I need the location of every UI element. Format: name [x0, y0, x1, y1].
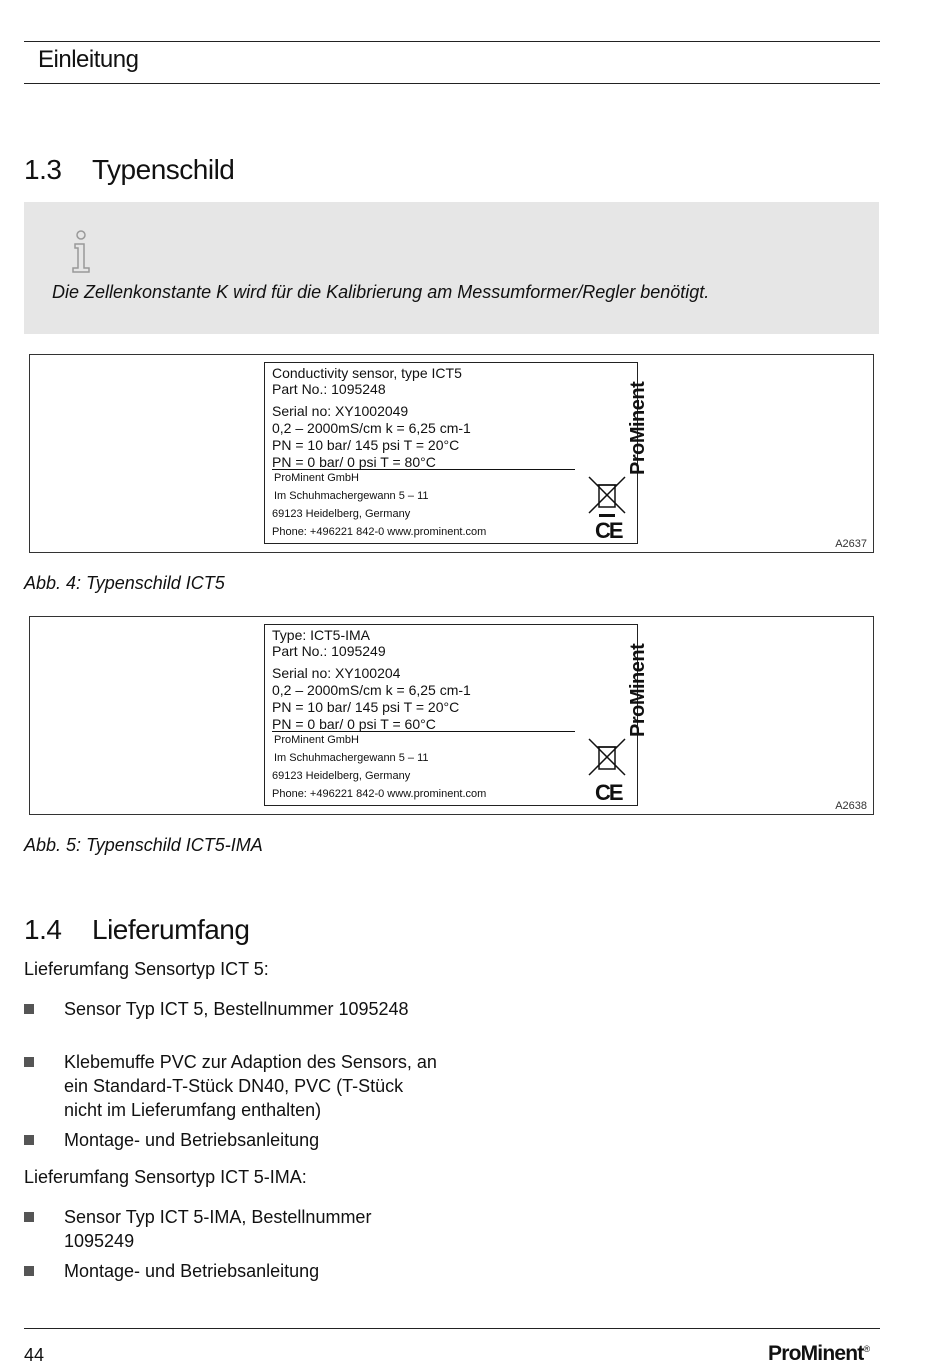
plate-line: PN = 10 bar/ 145 psi T = 20°C	[272, 437, 460, 453]
plate-city: 69123 Heidelberg, Germany	[272, 508, 411, 520]
plate-address: Im Schuhmachergewann 5 – 11	[274, 752, 429, 764]
list-item-text: Klebemuffe PVC zur Adaption des Sensors, an ein Standard-T-Stück DN40, PVC (T-Stück nicht im Lieferumfang enthalten)	[64, 1052, 437, 1120]
info-icon	[68, 230, 94, 274]
list-item-text: Sensor Typ ICT 5-IMA, Bestellnummer 1095249	[64, 1207, 372, 1251]
registered-mark: ®	[863, 1344, 870, 1354]
chapter-title: Einleitung	[38, 46, 139, 73]
plate-company: ProMinent GmbH	[274, 472, 359, 484]
plate-company: ProMinent GmbH	[274, 734, 359, 746]
section-title: Typenschild	[92, 154, 235, 185]
bullet-square-icon	[24, 1004, 34, 1014]
plate-line: Part No.: 1095249	[272, 643, 386, 659]
delivery-intro: Lieferumfang Sensortyp ICT 5:	[24, 959, 269, 979]
section-heading-1-3	[24, 154, 234, 186]
delivery-intro: Lieferumfang Sensortyp ICT 5-IMA:	[24, 1167, 307, 1187]
figure-type-plate-ict5-ima	[29, 616, 874, 815]
bullet-square-icon	[24, 1057, 34, 1067]
plate-line: PN = 10 bar/ 145 psi T = 20°C	[272, 699, 460, 715]
ce-mark-icon: CE	[595, 780, 622, 805]
plate-line: Conductivity sensor, type ICT5	[272, 365, 462, 381]
plate-divider	[272, 469, 575, 470]
note-text: Die Zellenkonstante K wird für die Kalibrierung am Messumformer/Regler benötigt.	[52, 282, 710, 302]
brand-logo	[768, 1342, 869, 1366]
plate-brand-logo: ProMinent	[627, 643, 649, 737]
list-item-text: Sensor Typ ICT 5, Bestellnummer 1095248	[64, 999, 409, 1019]
plate-phone: Phone: +496221 842-0 www.prominent.com	[272, 788, 487, 800]
plate-divider	[272, 731, 575, 732]
figure-code: A2637	[835, 538, 867, 550]
page-number: 44	[24, 1345, 45, 1365]
type-plate	[264, 624, 649, 806]
header-top-rule	[24, 41, 880, 42]
list-item-text: Montage- und Betriebsanleitung	[64, 1261, 320, 1281]
bullet-square-icon	[24, 1266, 34, 1276]
figure-type-plate-ict5	[29, 354, 874, 553]
plate-line: 0,2 – 2000mS/cm k = 6,25 cm-1	[272, 682, 471, 698]
plate-line: Part No.: 1095248	[272, 381, 386, 397]
plate-line: Serial no: XY100204	[272, 665, 401, 681]
list-item-text: Montage- und Betriebsanleitung	[64, 1130, 320, 1150]
plate-line: PN = 0 bar/ 0 psi T = 80°C	[272, 454, 436, 470]
section-number: 1.4	[24, 914, 62, 945]
info-note	[24, 202, 879, 334]
header-bottom-rule	[24, 83, 880, 84]
section-title: Lieferumfang	[92, 914, 250, 945]
plate-brand-logo: ProMinent	[627, 381, 649, 475]
figure-caption: Abb. 5: Typenschild ICT5-IMA	[24, 835, 263, 855]
plate-line: 0,2 – 2000mS/cm k = 6,25 cm-1	[272, 420, 471, 436]
bullet-square-icon	[24, 1135, 34, 1145]
figure-code: A2638	[835, 800, 867, 812]
plate-line: PN = 0 bar/ 0 psi T = 60°C	[272, 716, 436, 732]
brand-logo-text: ProMinent	[768, 1342, 864, 1365]
section-number: 1.3	[24, 154, 62, 185]
figure-caption: Abb. 4: Typenschild ICT5	[24, 573, 225, 593]
weee-bin-icon	[587, 737, 627, 781]
section-heading-1-4	[24, 914, 249, 946]
bullet-square-icon	[24, 1212, 34, 1222]
plate-line: Type: ICT5-IMA	[272, 627, 371, 643]
plate-phone: Phone: +496221 842-0 www.prominent.com	[272, 526, 487, 538]
plate-city: 69123 Heidelberg, Germany	[272, 770, 411, 782]
footer-rule	[24, 1328, 880, 1329]
plate-line: Serial no: XY1002049	[272, 403, 409, 419]
type-plate	[264, 362, 649, 544]
ce-mark-icon: CE	[595, 518, 622, 543]
weee-bin-icon	[587, 475, 627, 519]
plate-address: Im Schuhmachergewann 5 – 11	[274, 490, 429, 502]
